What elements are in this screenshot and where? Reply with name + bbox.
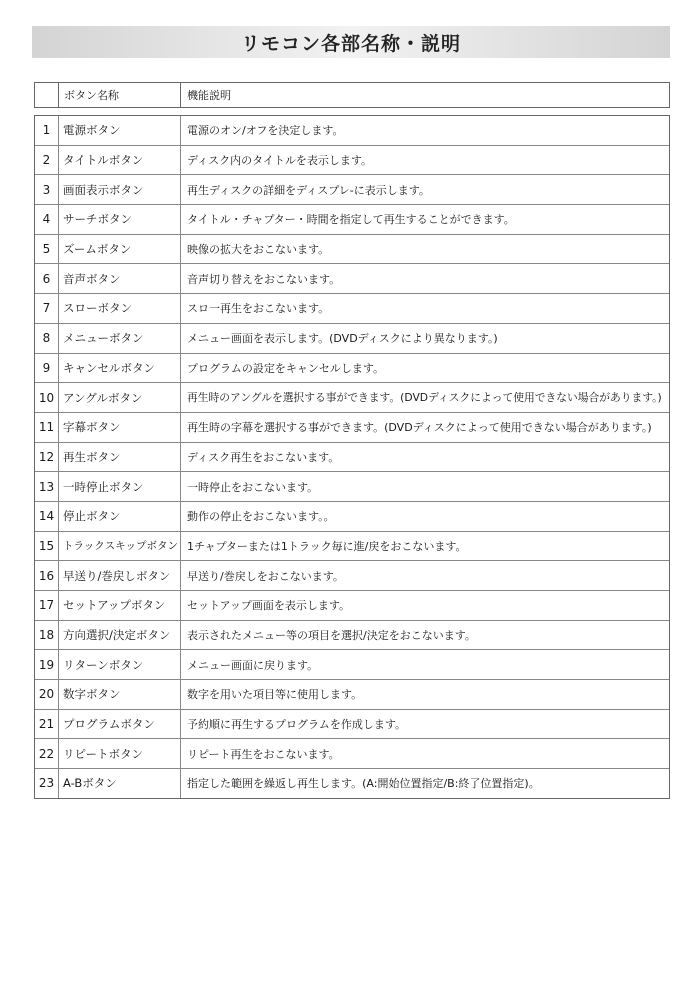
table-row: [35, 235, 669, 265]
row-number: 1: [35, 116, 59, 145]
function-description: 再生ディスクの詳細をディスプレ-に表示します。: [187, 183, 430, 197]
button-table: [34, 115, 670, 799]
row-number: 13: [35, 472, 59, 501]
function-description: 表示されたメニュー等の項目を選択/決定をおこないます。: [187, 629, 476, 643]
button-name: ズームボタン: [59, 235, 181, 264]
table-row: [35, 502, 669, 532]
row-number: 14: [35, 502, 59, 531]
table-row: [35, 354, 669, 384]
header-button-name: ボタン名称: [59, 83, 181, 107]
row-number: 6: [35, 264, 59, 293]
table-row: [35, 324, 669, 354]
function-description: 電源のオン/オフを決定します。: [187, 124, 344, 138]
function-description: 予約順に再生するプログラムを作成します。: [187, 718, 407, 732]
function-description: 指定した範囲を繰返し再生します。(A:開始位置指定/B:終了位置指定)。: [187, 777, 540, 791]
button-name: リピートボタン: [59, 739, 181, 768]
button-name: 画面表示ボタン: [59, 175, 181, 204]
row-number: 9: [35, 354, 59, 383]
row-number: 8: [35, 324, 59, 353]
table-row: [35, 591, 669, 621]
table-header: [34, 82, 670, 108]
function-description: 早送り/巻戻しをおこないます。: [187, 569, 344, 583]
row-number: 16: [35, 561, 59, 590]
row-number: 3: [35, 175, 59, 204]
row-number: 20: [35, 680, 59, 709]
row-number: 2: [35, 146, 59, 175]
table-row: [35, 561, 669, 591]
table-row: [35, 264, 669, 294]
table-row: [35, 413, 669, 443]
button-name: 音声ボタン: [59, 264, 181, 293]
function-description: ディスク再生をおこないます。: [187, 450, 340, 464]
button-name: プログラムボタン: [59, 710, 181, 739]
table-row: [35, 472, 669, 502]
button-name: 数字ボタン: [59, 680, 181, 709]
row-number: 21: [35, 710, 59, 739]
button-name: 方向選択/決定ボタン: [59, 621, 181, 650]
button-name: セットアップボタン: [59, 591, 181, 620]
function-description: ディスク内のタイトルを表示します。: [187, 154, 373, 168]
table-row: [35, 175, 669, 205]
button-name: 再生ボタン: [59, 443, 181, 472]
button-name: 一時停止ボタン: [59, 472, 181, 501]
function-description: メニュー画面を表示します。(DVDディスクにより異なります。): [187, 332, 498, 346]
table-row: [35, 383, 669, 413]
function-description: 1チャプターまたは1トラック毎に進/戻をおこないます。: [187, 539, 467, 553]
button-name: 早送り/巻戻しボタン: [59, 561, 181, 590]
button-name: トラックスキップボタン: [59, 532, 181, 561]
row-number: 5: [35, 235, 59, 264]
table-row: [35, 146, 669, 176]
row-number: 23: [35, 769, 59, 798]
row-number: 11: [35, 413, 59, 442]
row-number: 7: [35, 294, 59, 323]
table-row: [35, 680, 669, 710]
function-description: 数字を用いた項目等に使用します。: [187, 688, 363, 702]
button-name: 電源ボタン: [59, 116, 181, 145]
function-description: 再生時のアングルを選択する事ができます。(DVDディスクによって使用できない場合があります。): [187, 391, 662, 405]
button-name: アングルボタン: [59, 383, 181, 412]
button-name: サーチボタン: [59, 205, 181, 234]
row-number: 22: [35, 739, 59, 768]
row-number: 15: [35, 532, 59, 561]
row-number: 18: [35, 621, 59, 650]
button-name: A-Bボタン: [59, 769, 181, 798]
function-description: 再生時の字幕を選択する事ができます。(DVDディスクによって使用できない場合があります。): [187, 421, 652, 435]
function-description: タイトル・チャプター・時間を指定して再生することができます。: [187, 213, 515, 227]
table-row: [35, 532, 669, 562]
function-description: 映像の拡大をおこないます。: [187, 243, 330, 257]
title-bar: [32, 26, 670, 58]
function-description: 一時停止をおこないます。: [187, 480, 319, 494]
function-description: プログラムの設定をキャンセルします。: [187, 361, 385, 375]
table-row: [35, 205, 669, 235]
button-name: メニューボタン: [59, 324, 181, 353]
header-function-description: 機能説明: [187, 89, 231, 102]
table-row: [35, 116, 669, 146]
table-row: [35, 621, 669, 651]
table-row: [35, 739, 669, 769]
function-description: メニュー画面に戻ります。: [187, 658, 319, 672]
table-row: [35, 294, 669, 324]
table-row: [35, 443, 669, 473]
function-description: 音声切り替えをおこないます。: [187, 272, 341, 286]
row-number: 19: [35, 650, 59, 679]
row-number: 10: [35, 383, 59, 412]
row-number: 17: [35, 591, 59, 620]
page-title: リモコン各部名称・説明: [240, 32, 461, 55]
row-number: 4: [35, 205, 59, 234]
button-name: タイトルボタン: [59, 146, 181, 175]
row-number: 12: [35, 443, 59, 472]
button-name: 字幕ボタン: [59, 413, 181, 442]
table-row: [35, 710, 669, 740]
function-description: セットアップ画面を表示します。: [187, 599, 351, 613]
function-description: リピート再生をおこないます。: [187, 747, 340, 761]
header-number-cell: [35, 83, 59, 107]
button-name: 停止ボタン: [59, 502, 181, 531]
table-row: [35, 650, 669, 680]
button-name: スローボタン: [59, 294, 181, 323]
button-name: キャンセルボタン: [59, 354, 181, 383]
function-description: 動作の停止をおこないます。。: [187, 510, 335, 524]
button-name: リターンボタン: [59, 650, 181, 679]
table-row: [35, 769, 669, 799]
function-description: スロ一再生をおこないます。: [187, 302, 330, 316]
